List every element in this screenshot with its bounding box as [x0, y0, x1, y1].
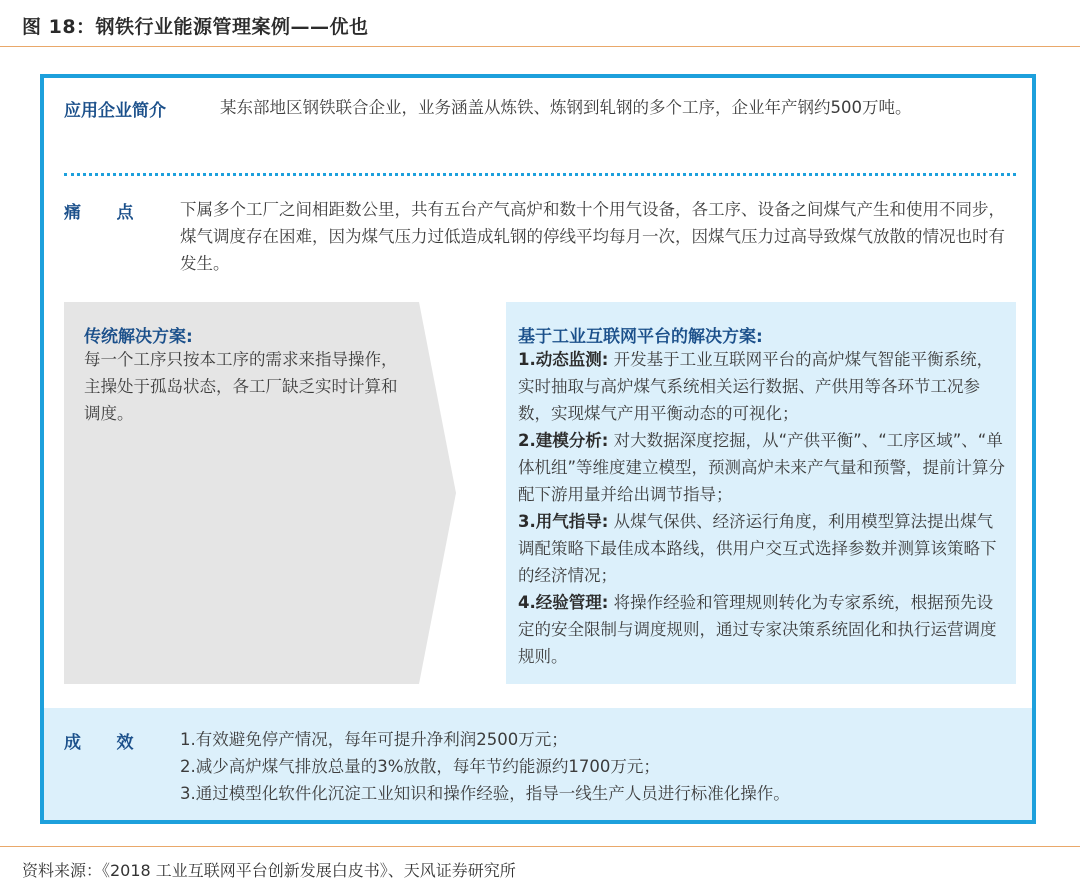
iip-item-text: 将操作经验和管理规则转化为专家系统，根据预先设定的安全限制与调度规则，通过专家决策系统固化和执行运营调度规则。: [518, 593, 997, 666]
case-frame: [40, 74, 1036, 824]
iip-item-text: 开发基于工业互联网平台的高炉煤气智能平衡系统，实时抽取与高炉煤气系统相关运行数据、产供用等各环节工况参数，实现煤气产用平衡动态的可视化；: [518, 350, 994, 423]
iip-item-text: 从煤气保供、经济运行角度，利用模型算法提出煤气调配策略下最佳成本路线，供用户交互式选择参数并测算该策略下的经济情况；: [518, 512, 997, 585]
result-lines: [180, 726, 1000, 807]
result-line: 3.通过模型化软件化沉淀工业知识和操作经验，指导一线生产人员进行标准化操作。: [180, 784, 790, 803]
iip-item: [518, 427, 1008, 508]
iip-item-text: 对大数据深度挖掘，从“产供平衡”、“工序区域”、“单体机组”等维度建立模型，预测高炉未来产气量和预警，提前计算分配下游用量并给出调节指导；: [518, 431, 1006, 504]
iip-item-title: 2.建模分析:: [518, 431, 609, 450]
iip-item: [518, 589, 1008, 670]
iip-title: 基于工业互联网平台的解决方案:: [518, 327, 763, 347]
result-label: 成 效: [64, 733, 134, 753]
iip-item: [518, 346, 1008, 427]
pain-point-text: 下属多个工厂之间相距数公里，共有五台产气高炉和数十个用气设备，各工序、设备之间煤气产生和使用不同步，煤气调度存在困难，因为煤气压力过低造成轧钢的停线平均每月一次，因煤气压力过高导致煤气放散的情况也时有发生。: [180, 200, 1005, 273]
pain-point-label: 痛 点: [64, 203, 134, 223]
iip-item: [518, 508, 1008, 589]
iip-item-title: 4.经验管理:: [518, 593, 609, 612]
figure-title: 图 18：钢铁行业能源管理案例——优也: [22, 16, 369, 38]
result-line: 1.有效避免停产情况，每年可提升净利润2500万元；: [180, 730, 568, 749]
header-rule: [0, 46, 1080, 47]
result-line: 2.减少高炉煤气排放总量的3%放散，每年节约能源约1700万元；: [180, 757, 660, 776]
footer-rule: [0, 846, 1080, 847]
iip-item-title: 1.动态监测:: [518, 350, 609, 369]
source-note: 资料来源：《2018 工业互联网平台创新发展白皮书》、天风证券研究所: [22, 861, 516, 880]
traditional-text: 每一个工序只按本工序的需求来指导操作，主操处于孤岛状态，各工厂缺乏实时计算和调度。: [84, 350, 398, 423]
traditional-title: 传统解决方案:: [84, 327, 193, 347]
iip-item-title: 3.用气指导:: [518, 512, 609, 531]
company-label: 应用企业简介: [64, 101, 166, 121]
dotted-divider: [64, 173, 1016, 176]
iip-items: [518, 346, 1008, 670]
company-text: 某东部地区钢铁联合企业，业务涵盖从炼铁、炼钢到轧钢的多个工序，企业年产钢约500万吨。: [220, 98, 912, 117]
